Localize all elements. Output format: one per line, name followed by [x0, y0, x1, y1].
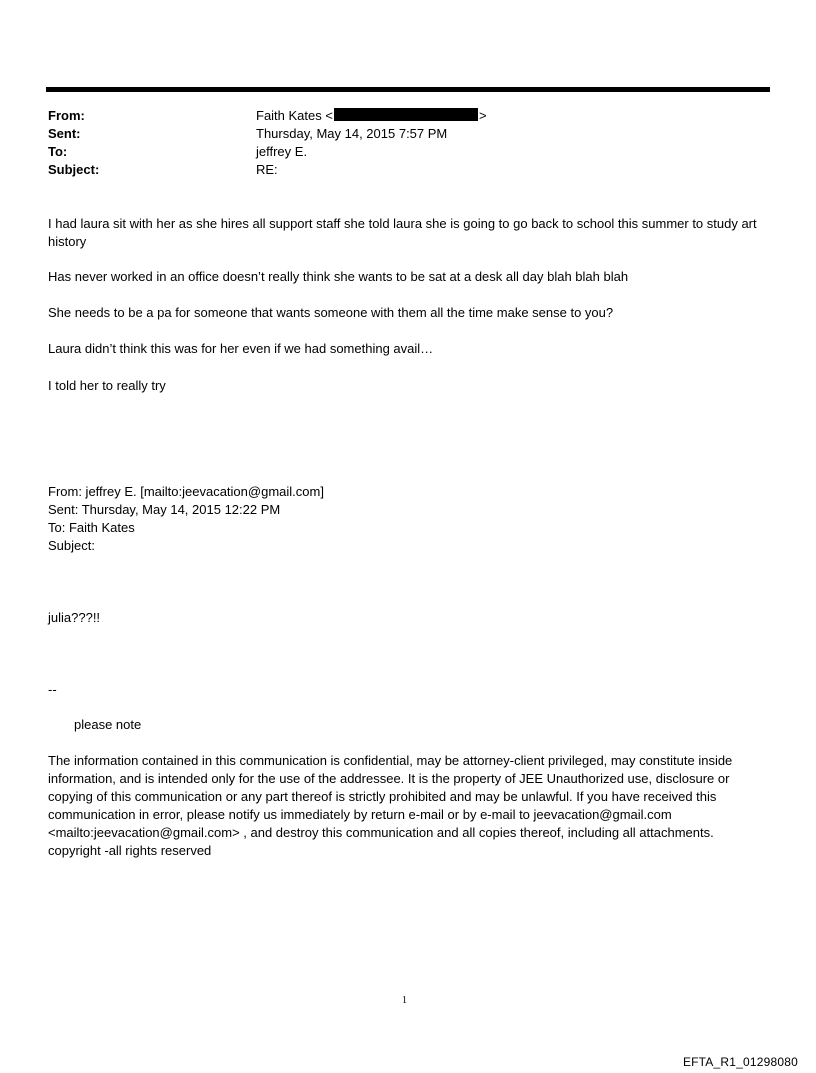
forwarded-subject-line: Subject: — [48, 538, 95, 553]
confidentiality-disclaimer: The information contained in this communication is confidential, may be attorney-client privileged, may constitute inside information, and is intended only for the use of the addressee. It is the property of JEE Unauthorized use, disclosure or copying of this communication or any part thereof is strictly prohibited and may be unlawful. If you have received this communication in error, please notify us immediately by return e-mail or by e-mail to jeevacation@gmail.com <mailto:jeevacation@gmail.com> , and destroy this communication and all copies thereof, including all attachments. copyright -all rights reserved — [48, 753, 733, 858]
document-id: EFTA_R1_01298080 — [682, 1055, 798, 1069]
forwarded-to-line: To: Faith Kates — [48, 520, 135, 535]
from-label: From: — [48, 108, 85, 123]
forwarded-message: julia???!! — [48, 610, 101, 625]
body-paragraph-3: She needs to be a pa for someone that wants someone with them all the time make sense to you? — [48, 305, 614, 320]
subject-value: RE: — [256, 162, 278, 177]
forwarded-sent-line: Sent: Thursday, May 14, 2015 12:22 PM — [48, 502, 281, 517]
note-heading: please note — [74, 717, 142, 732]
body-paragraph-1: I had laura sit with her as she hires all support staff she told laura she is going to go back to school this summer to study art history — [48, 216, 757, 249]
body-paragraph-2: Has never worked in an office doesn’t really think she wants to be sat at a desk all day blah blah blah — [48, 269, 629, 284]
subject-label: Subject: — [48, 162, 100, 177]
to-label: To: — [48, 144, 68, 159]
body-paragraph-4: Laura didn’t think this was for her even if we had something avail… — [48, 341, 434, 356]
sent-value: Thursday, May 14, 2015 7:57 PM — [256, 126, 448, 141]
sent-label: Sent: — [48, 126, 81, 141]
from-name: Faith Kates < — [256, 108, 333, 123]
from-value — [256, 107, 487, 125]
body-paragraph-5: I told her to really try — [48, 378, 166, 393]
redaction-box — [334, 108, 478, 121]
signature-separator: -- — [48, 682, 57, 697]
from-close-bracket: > — [478, 108, 487, 123]
page-number: 1 — [402, 995, 407, 1006]
forwarded-from-line: From: jeffrey E. [mailto:jeevacation@gmail.com] — [48, 484, 324, 499]
header-rule — [46, 87, 770, 92]
to-value: jeffrey E. — [256, 144, 308, 159]
